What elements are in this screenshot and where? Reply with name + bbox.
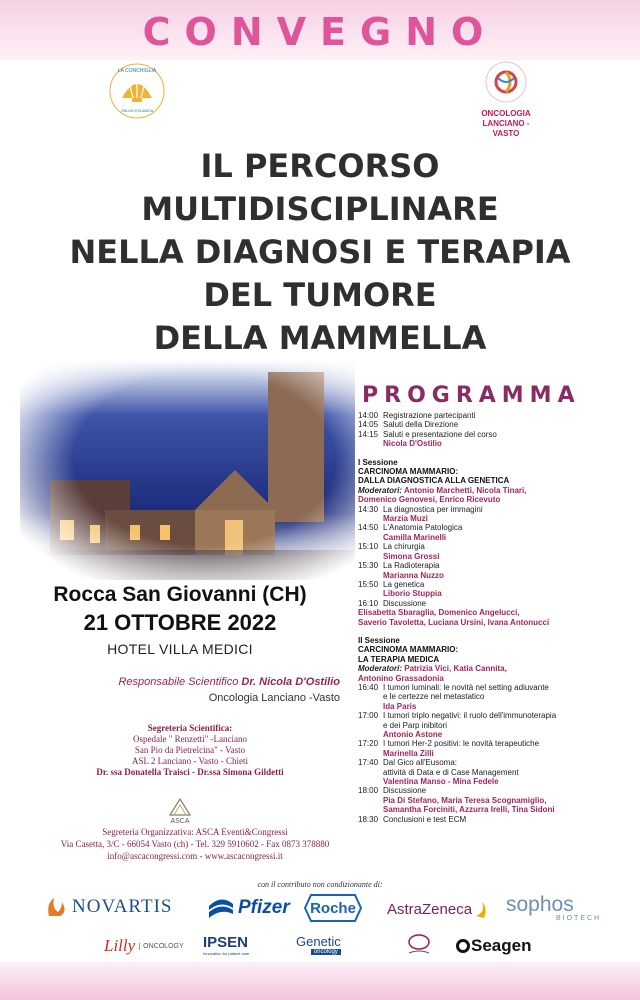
program-speaker: Pia Di Stefano, Maria Teresa Scognamiglio, [383, 795, 547, 805]
ipsen-logo [203, 935, 249, 956]
event-city: Rocca San Giovanni (CH) [53, 583, 307, 606]
program-speaker: Simona Grossi [383, 551, 440, 561]
session-label: I Sessione [358, 457, 398, 467]
pfizer-pill-icon [206, 894, 236, 922]
segreteria-line: ASL 2 Lanciano - Vasto - Chieti [132, 756, 248, 766]
la-conchiglia-logo [108, 62, 166, 120]
program-speaker: Marzia Muzi [383, 514, 428, 524]
program-speaker: Liborio Stuppia [383, 589, 442, 599]
asca-logo-text: ASCA [170, 818, 190, 825]
convegno-heading: CONVEGNO [142, 10, 498, 54]
genetic-logo [296, 935, 341, 955]
segreteria-line: Ospedale " Renzetti" -Lanciano [132, 734, 248, 744]
program-row-cont: attività di Data e di Case Management [383, 767, 519, 777]
astrazeneca-swirl-icon [472, 898, 490, 920]
title-line: DELLA MAMMELLA [153, 319, 487, 357]
program-row: 18:30 Conclusioni e test ECM [358, 814, 467, 824]
program-speaker: Valentina Manso - Mina Fedele [383, 777, 499, 787]
program-row: 15:10 La chirurgia [358, 542, 425, 552]
responsabile-scientifico [20, 674, 340, 706]
session-moderators: Moderatori: Patrizia Vici, Katia Cannita, [358, 664, 507, 674]
program-row: 18:00 Discussione [358, 786, 427, 796]
program-row-cont: e le certezze nel metastatico [383, 692, 485, 702]
lilly-text: Lilly [104, 936, 136, 955]
program-speaker: Antonio Astone [383, 730, 443, 739]
session-title: DALLA DIAGNOSTICA ALLA GENETICA [358, 476, 510, 486]
program-row: 17:20 I tumori Her-2 positivi: le novità terapeutiche [358, 739, 540, 749]
program-speaker: Nicola D'Ostilio [383, 439, 442, 449]
event-details [20, 582, 340, 660]
la-conchiglia-sub: ONLUS VITA AMICA [120, 109, 154, 113]
oncologia-line2: LANCIANO - VASTO [482, 119, 530, 138]
segreteria-organizzativa [60, 826, 330, 862]
oncologia-logo [474, 60, 538, 139]
organizzativa-line: info@ascacongressi.com - www.ascacongressi.it [107, 851, 283, 861]
responsabile-label: Responsabile Scientifico [118, 676, 239, 688]
title-line: DEL TUMORE [203, 276, 437, 314]
novartis-text: NOVARTIS [72, 896, 173, 917]
seagen-ring-icon [456, 938, 470, 954]
lilly-logo [104, 936, 184, 956]
session-title: CARCINOMA MAMMARIO: [358, 645, 459, 655]
ipsen-sub: Innovation for patient care [203, 951, 250, 956]
sophos-logo [506, 895, 601, 922]
organizzativa-line: Segreteria Organizzativa: ASCA Eventi&Congressi [102, 827, 288, 837]
roche-logo [303, 893, 363, 923]
session-moderators: Domenico Genovesi, Enrico Ricevuto [358, 495, 501, 505]
programma-list [358, 411, 636, 824]
bottom-pink-band [0, 962, 640, 1000]
genetic-sub: oncology [311, 949, 341, 955]
segreteria-line: San Pio da Pietrelcina" - Vasto [134, 745, 246, 755]
event-title [20, 145, 620, 360]
program-row: 14:50 L'Anatomia Patologica [358, 523, 463, 533]
program-row-cont: e dei Parp inibitori [383, 720, 448, 730]
program-row: 17:40 Dal Gico all'Eusoma: [358, 758, 457, 768]
program-speaker: Ida Paris [383, 701, 417, 711]
program-row: 14:00 Registrazione partecipanti [358, 411, 476, 420]
program-row: 15:30 La Radioterapia [358, 561, 440, 571]
seagen-logo [456, 936, 531, 956]
session-title: LA TERAPIA MEDICA [358, 654, 440, 664]
ipsen-text: IPSEN [203, 934, 249, 951]
event-hotel: HOTEL VILLA MEDICI [107, 641, 253, 657]
lundbeck-style-logo [404, 933, 434, 957]
segreteria-names: Dr. ssa Donatella Traisci - Dr.ssa Simona Gildetti [96, 767, 284, 777]
segreteria-scientifica [60, 723, 320, 778]
pfizer-text: Pfizer [238, 897, 290, 918]
program-row: 16:10 Discussione [358, 598, 427, 608]
program-row: 14:15 Saluti e presentazione del corso [358, 429, 497, 439]
title-line: NELLA DIAGNOSI E TERAPIA [69, 233, 571, 271]
sophos-text: sophos [506, 893, 574, 916]
session-label: II Sessione [358, 635, 400, 645]
circular-badge-icon [404, 933, 434, 957]
novartis-logo [44, 896, 172, 918]
oncologia-emblem-icon [484, 60, 528, 104]
genetic-text: Genetic [296, 934, 341, 949]
program-row: 15:50 La genetica [358, 579, 425, 589]
program-row: 14:30 La diagnostica per immagini [358, 504, 483, 514]
program-row: 16:40 I tumori luminali: le novità nel setting adiuvante [358, 682, 549, 692]
astrazeneca-logo [387, 898, 490, 920]
event-date: 21 OTTOBRE 2022 [83, 610, 277, 635]
program-speaker: Marianna Nuzzo [383, 570, 444, 580]
program-row: 17:00 I tumori triplo negativi: il ruolo dell'immunoterapia [358, 711, 557, 721]
oncologia-line1: ONCOLOGIA [481, 109, 531, 118]
organizzativa-line: Via Casetta, 3/C - 66054 Vasto (ch) - Tel. 329 5910602 - Fax 0873 378880 [60, 839, 330, 849]
responsabile-affiliation: Oncologia Lanciano -Vasto [208, 692, 340, 704]
discussion-speakers: Elisabetta Sbaraglia, Domenico Angelucci, [358, 608, 520, 618]
roche-text: Roche [310, 899, 356, 917]
program-speaker: Samantha Forciniti, Azzurra Irelli, Tina Sidoni [383, 805, 555, 815]
title-line: IL PERCORSO [200, 147, 440, 185]
program-row: 14:05 Saluti della Direzione [358, 420, 459, 430]
responsabile-name: Dr. Nicola D'Ostilio [241, 676, 340, 688]
title-line: MULTIDISCIPLINARE [141, 190, 499, 228]
lilly-sub: ONCOLOGY [139, 943, 183, 950]
asca-logo [150, 793, 210, 825]
novartis-flame-icon [44, 896, 68, 918]
program-speaker: Marinella Zilli [383, 748, 434, 758]
sophos-sub: BIOTECH [556, 915, 602, 922]
discussion-speakers: Saverio Tavoletta, Luciana Ursini, Ivana Antonucci [358, 617, 550, 627]
session-title: CARCINOMA MAMMARIO: [358, 467, 459, 477]
session-moderators: Moderatori: Antonio Marchetti, Nicola Tinari, [358, 485, 527, 495]
programma-heading: PROGRAMMA [362, 383, 581, 408]
sponsor-intro: con il contributo non condizionante di: [257, 880, 383, 889]
segreteria-title: Segreteria Scientifica: [147, 723, 233, 733]
la-conchiglia-name: LA CONCHIGLIA [117, 68, 157, 74]
pfizer-logo [206, 894, 290, 922]
session-moderators: Antonino Grassadonia [358, 673, 444, 683]
astrazeneca-text: AstraZeneca [387, 900, 473, 918]
seagen-text: Seagen [471, 936, 532, 955]
rocca-san-giovanni-photo [20, 360, 355, 580]
program-speaker: Camilla Marinelli [383, 532, 447, 542]
